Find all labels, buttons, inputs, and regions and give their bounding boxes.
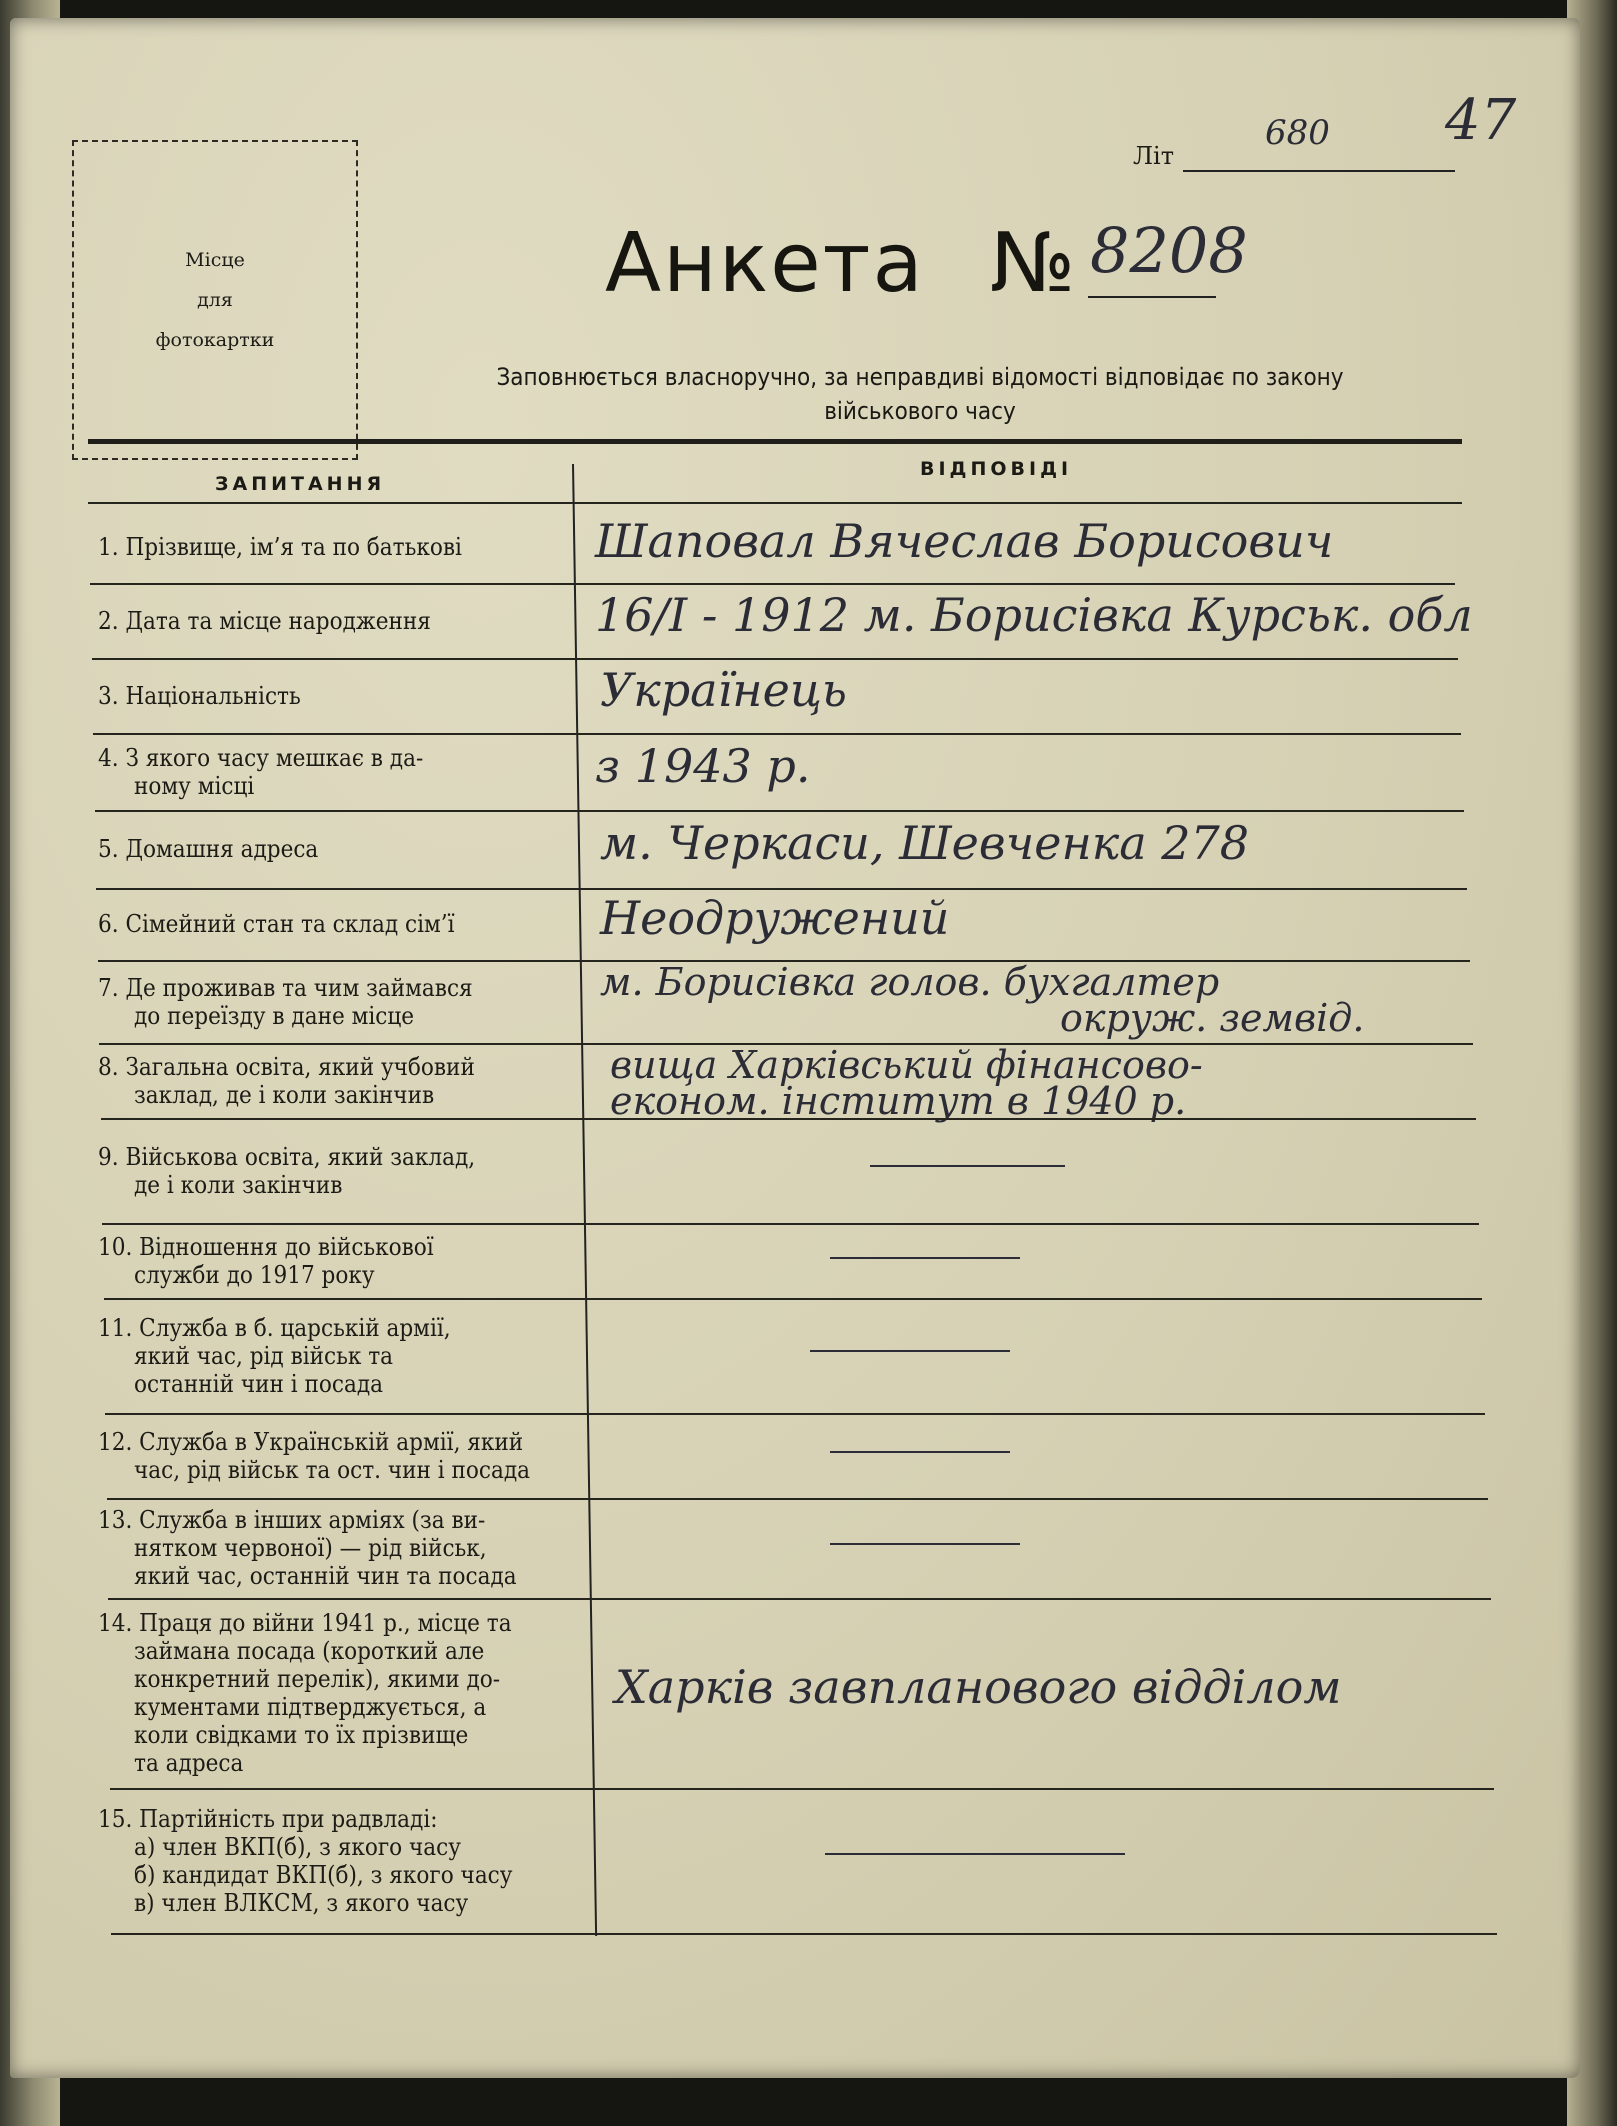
photo-box-line: для xyxy=(197,289,233,311)
handwritten-answer: Харків завпланового відділом xyxy=(615,1660,1342,1714)
question-cell xyxy=(98,607,568,635)
question-text: до переїзду в дане місце xyxy=(134,1001,415,1030)
handwritten-answer: м. Борисівка голов. бухгалтер xyxy=(600,960,1220,1004)
lit-label: Літ xyxy=(1133,142,1174,170)
handwritten-answer: Шаповал Вячеслав Борисович xyxy=(595,513,1334,568)
sheet-number: 47 xyxy=(1445,88,1517,153)
row-separator xyxy=(104,1298,1483,1300)
row-separator xyxy=(101,1118,1477,1120)
row-separator xyxy=(102,1223,1479,1225)
question-text: 13. Служба в інших арміях (за ви- xyxy=(98,1506,486,1534)
question-text: 14. Праця до війни 1941 р., місце та xyxy=(98,1609,512,1637)
question-cell xyxy=(98,1053,568,1109)
question-text: 10. Відношення до військової xyxy=(98,1232,434,1261)
question-text: 6. Сімейний стан та склад сім’ї xyxy=(98,910,455,938)
row-separator xyxy=(111,1933,1497,1935)
question-cell xyxy=(98,1609,568,1777)
header-rule xyxy=(88,439,1462,444)
question-text: 5. Домашня адреса xyxy=(98,835,319,863)
question-text: кументами підтверджується, а xyxy=(134,1693,487,1721)
question-text: б) кандидат ВКП(б), з якого часу xyxy=(134,1860,513,1889)
question-text: в) член ВЛКСМ, з якого часу xyxy=(134,1888,469,1917)
question-text: 12. Служба в Українській армії, який xyxy=(98,1427,524,1456)
row-separator xyxy=(92,658,1459,660)
handwritten-answer: Українець xyxy=(600,662,847,717)
question-cell xyxy=(98,1314,568,1398)
handwritten-answer: економ. інститут в 1940 р. xyxy=(610,1079,1187,1123)
form-number-underline xyxy=(1088,296,1216,298)
question-cell xyxy=(98,1233,568,1289)
header-bottom-rule xyxy=(88,502,1462,504)
question-text: 2. Дата та місце народження xyxy=(98,606,431,635)
lit-underline xyxy=(1183,170,1455,172)
row-separator xyxy=(90,583,1455,585)
question-text: 1. Прізвище, ім’я та по батькові xyxy=(98,532,462,561)
question-cell xyxy=(98,682,568,710)
handwritten-answer: вища Харківський фінансово- xyxy=(610,1043,1203,1087)
photo-placeholder-box xyxy=(72,140,358,460)
row-separator xyxy=(95,810,1465,812)
handwritten-answer: окруж. земвід. xyxy=(1060,996,1365,1040)
question-text: час, рід військ та ост. чин і посада xyxy=(134,1455,531,1484)
blank-answer-dash xyxy=(825,1853,1125,1855)
row-separator xyxy=(108,1598,1491,1600)
blank-answer-dash xyxy=(810,1350,1010,1352)
question-text: який час, рід військ та xyxy=(134,1341,394,1370)
question-cell xyxy=(98,835,568,863)
question-cell xyxy=(98,1143,568,1199)
form-title: Анкета xyxy=(605,216,925,311)
row-separator xyxy=(96,888,1467,890)
blank-answer-dash xyxy=(830,1451,1010,1453)
column-divider xyxy=(572,464,597,1936)
handwritten-answer: з 1943 р. xyxy=(595,738,811,793)
row-separator xyxy=(110,1788,1495,1790)
question-text: заклад, де і коли закінчив xyxy=(134,1080,435,1109)
handwritten-answer: 16/I - 1912 м. Борисівка Курськ. обл xyxy=(595,587,1473,642)
form-instructions xyxy=(390,360,1450,428)
question-text: коли свідками то їх прізвище xyxy=(134,1721,469,1749)
question-cell xyxy=(98,1506,568,1590)
instructions-line: військового часу xyxy=(824,397,1016,425)
row-separator xyxy=(105,1413,1485,1415)
question-text: 9. Військова освіта, який заклад, xyxy=(98,1142,476,1171)
answers-column-header: ВІДПОВІДІ xyxy=(920,458,1073,480)
question-text: та адреса xyxy=(134,1749,244,1777)
blank-answer-dash xyxy=(870,1165,1065,1167)
handwritten-answer: Неодружений xyxy=(600,891,950,945)
question-cell xyxy=(98,910,568,938)
question-text: служби до 1917 року xyxy=(134,1260,375,1289)
question-text: 7. Де проживав та чим займався xyxy=(98,973,473,1002)
question-text: який час, останній чин та посада xyxy=(134,1562,517,1590)
form-number: 8208 xyxy=(1090,214,1248,287)
question-text: нятком червоної) — рід військ, xyxy=(134,1534,487,1562)
instructions-line: Заповнюється власноручно, за неправдиві відомості відповідає по закону xyxy=(496,363,1344,391)
question-cell xyxy=(98,1428,568,1484)
question-text: 15. Партійність при радвладі: xyxy=(98,1804,438,1833)
photo-box-line: Місце xyxy=(185,249,245,271)
question-text: 3. Національність xyxy=(98,681,301,710)
question-text: 4. З якого часу мешкає в да- xyxy=(98,743,424,772)
row-separator xyxy=(107,1498,1489,1500)
row-separator xyxy=(93,733,1461,735)
question-cell xyxy=(98,974,568,1030)
photo-box-line: фотокартки xyxy=(155,329,275,351)
question-text: 11. Служба в б. царській армії, xyxy=(98,1313,451,1342)
question-text: останній чин і посада xyxy=(134,1369,383,1398)
question-text: а) член ВКП(б), з якого часу xyxy=(134,1832,461,1861)
questions-column-header: ЗАПИТАННЯ xyxy=(215,473,386,495)
blank-answer-dash xyxy=(830,1543,1020,1545)
number-sign: № xyxy=(990,216,1076,311)
question-cell xyxy=(98,533,568,561)
question-text: конкретний перелік), якими до- xyxy=(134,1665,501,1693)
question-text: ному місці xyxy=(134,771,255,800)
question-text: 8. Загальна освіта, який учбовий xyxy=(98,1052,475,1081)
handwritten-answer: м. Черкаси, Шевченка 278 xyxy=(600,816,1250,870)
question-cell xyxy=(98,744,568,800)
question-text: де і коли закінчив xyxy=(134,1170,343,1199)
lit-value: 680 xyxy=(1265,113,1330,153)
question-text: займана посада (короткий але xyxy=(134,1637,485,1665)
questionnaire-page xyxy=(10,18,1580,2078)
question-cell xyxy=(98,1805,568,1917)
blank-answer-dash xyxy=(830,1257,1020,1259)
